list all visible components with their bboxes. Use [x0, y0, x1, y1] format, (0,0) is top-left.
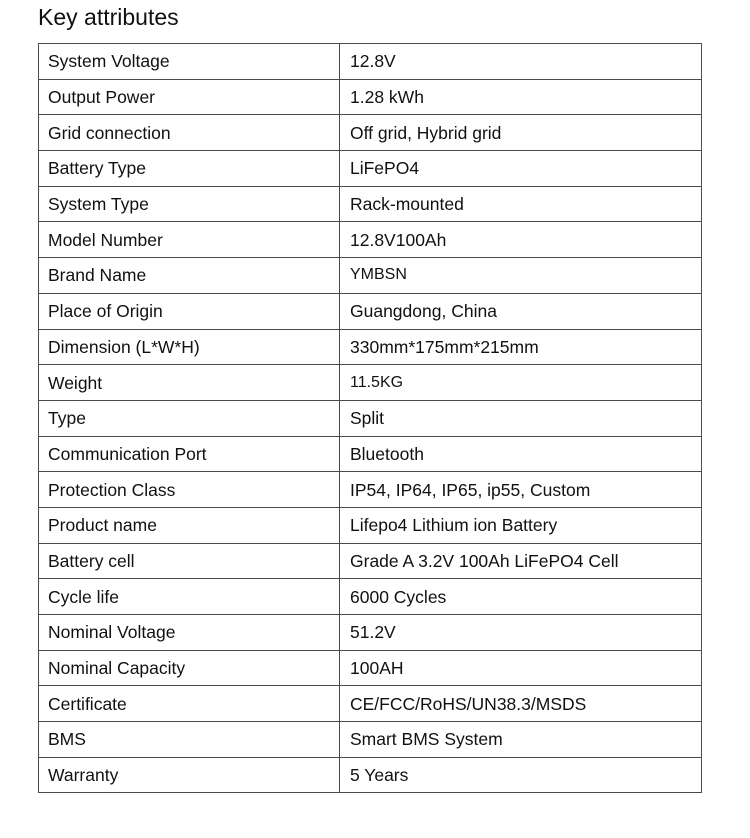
attribute-label: Cycle life — [39, 579, 340, 615]
attribute-label: Output Power — [39, 79, 340, 115]
table-row — [39, 615, 702, 651]
attribute-label: Nominal Capacity — [39, 650, 340, 686]
attribute-value: Lifepo4 Lithium ion Battery — [340, 507, 702, 543]
attribute-value: 6000 Cycles — [340, 579, 702, 615]
attribute-label: Product name — [39, 507, 340, 543]
attribute-value: Split — [340, 400, 702, 436]
table-row — [39, 472, 702, 508]
attribute-label: Type — [39, 400, 340, 436]
table-row — [39, 293, 702, 329]
attribute-label: Battery Type — [39, 151, 340, 187]
attribute-value: 12.8V100Ah — [340, 222, 702, 258]
table-row — [39, 579, 702, 615]
attribute-value: Smart BMS System — [340, 722, 702, 758]
attribute-value: Grade A 3.2V 100Ah LiFePO4 Cell — [340, 543, 702, 579]
attribute-value: YMBSN — [340, 258, 702, 294]
table-row — [39, 686, 702, 722]
page-title: Key attributes — [38, 4, 179, 30]
table-row — [39, 436, 702, 472]
attribute-value: 330mm*175mm*215mm — [340, 329, 702, 365]
table-row — [39, 222, 702, 258]
attribute-value: 51.2V — [340, 615, 702, 651]
table-row — [39, 258, 702, 294]
table-row — [39, 400, 702, 436]
attribute-label: BMS — [39, 722, 340, 758]
table-row — [39, 757, 702, 793]
attribute-label: Brand Name — [39, 258, 340, 294]
table-row — [39, 365, 702, 401]
attribute-label: System Voltage — [39, 44, 340, 80]
table-row — [39, 44, 702, 80]
attribute-label: Battery cell — [39, 543, 340, 579]
table-row — [39, 543, 702, 579]
attribute-label: Certificate — [39, 686, 340, 722]
attribute-value: Guangdong, China — [340, 293, 702, 329]
attribute-label: System Type — [39, 186, 340, 222]
attribute-label: Weight — [39, 365, 340, 401]
table-row — [39, 115, 702, 151]
attribute-label: Nominal Voltage — [39, 615, 340, 651]
attribute-label: Grid connection — [39, 115, 340, 151]
attribute-value: IP54, IP64, IP65, ip55, Custom — [340, 472, 702, 508]
attribute-value: 1.28 kWh — [340, 79, 702, 115]
attribute-label: Communication Port — [39, 436, 340, 472]
table-row — [39, 507, 702, 543]
attribute-value: 11.5KG — [340, 365, 702, 401]
attribute-value: LiFePO4 — [340, 151, 702, 187]
attribute-value: Bluetooth — [340, 436, 702, 472]
table-row — [39, 79, 702, 115]
table-row — [39, 722, 702, 758]
attribute-label: Warranty — [39, 757, 340, 793]
attribute-value: 5 Years — [340, 757, 702, 793]
table-row — [39, 186, 702, 222]
attribute-value: 12.8V — [340, 44, 702, 80]
attribute-label: Place of Origin — [39, 293, 340, 329]
attribute-label: Dimension (L*W*H) — [39, 329, 340, 365]
key-attributes-table — [38, 43, 702, 793]
table-row — [39, 151, 702, 187]
attribute-value: Rack-mounted — [340, 186, 702, 222]
attribute-value: 100AH — [340, 650, 702, 686]
attribute-label: Protection Class — [39, 472, 340, 508]
table-row — [39, 650, 702, 686]
attribute-label: Model Number — [39, 222, 340, 258]
attribute-value: CE/FCC/RoHS/UN38.3/MSDS — [340, 686, 702, 722]
table-row — [39, 329, 702, 365]
attribute-value: Off grid, Hybrid grid — [340, 115, 702, 151]
